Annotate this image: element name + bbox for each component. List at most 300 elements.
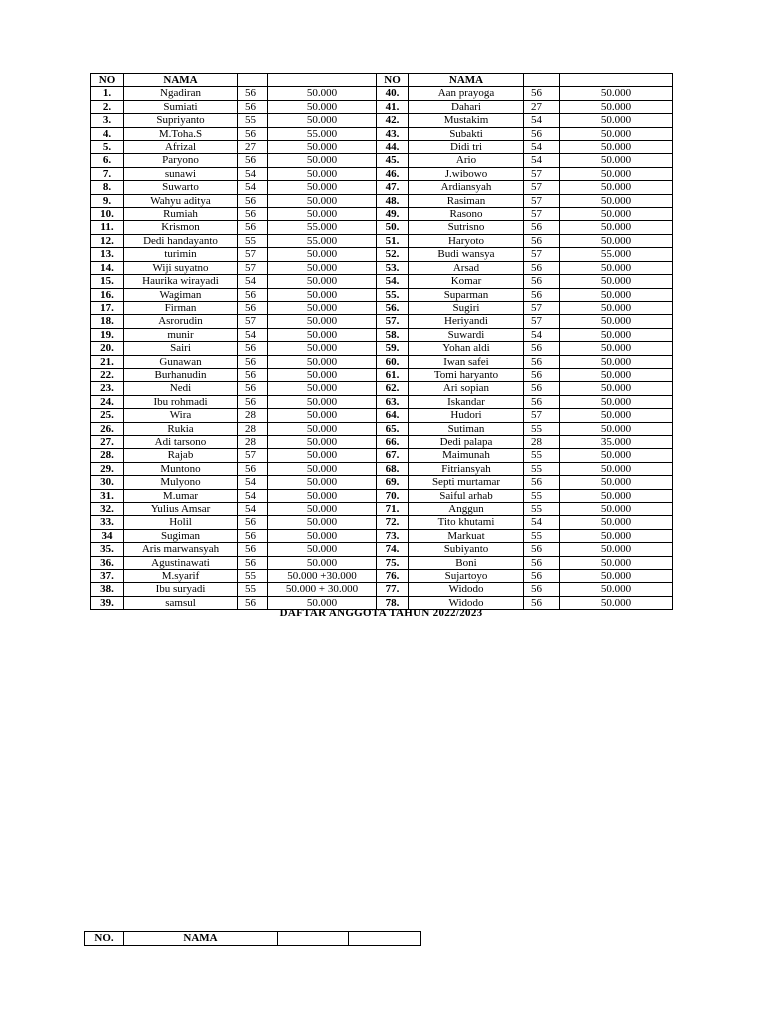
member-name: Rumiah	[124, 208, 238, 221]
member-name: Boni	[409, 556, 524, 569]
member-amount: 50.000	[560, 288, 673, 301]
member-amount: 50.000	[560, 275, 673, 288]
member-amount: 50.000	[268, 275, 377, 288]
member-age: 54	[238, 489, 268, 502]
member-amount: 50.000	[268, 181, 377, 194]
row-number: 2.	[91, 100, 124, 113]
member-name: Paryono	[124, 154, 238, 167]
row-number: 37.	[91, 570, 124, 583]
member-amount: 50.000	[560, 449, 673, 462]
table-row	[91, 503, 673, 516]
row-number: 61.	[377, 368, 409, 381]
member-name: Tito khutami	[409, 516, 524, 529]
row-number: 15.	[91, 275, 124, 288]
row-number: 77.	[377, 583, 409, 596]
member-age: 56	[524, 234, 560, 247]
member-amount: 50.000	[560, 422, 673, 435]
member-name: Asrorudin	[124, 315, 238, 328]
member-name: Septi murtamar	[409, 476, 524, 489]
table-row	[91, 127, 673, 140]
member-name: Subiyanto	[409, 543, 524, 556]
member-name: Nedi	[124, 382, 238, 395]
row-number: 40.	[377, 87, 409, 100]
table-row	[91, 489, 673, 502]
table-row	[91, 462, 673, 475]
member-name: Rasono	[409, 208, 524, 221]
member-name: Ario	[409, 154, 524, 167]
member-age: 56	[238, 154, 268, 167]
member-age: 54	[238, 181, 268, 194]
member-age: 55	[238, 234, 268, 247]
member-age: 54	[524, 114, 560, 127]
member-name: Ngadiran	[124, 87, 238, 100]
member-name: Sumiati	[124, 100, 238, 113]
row-number: 8.	[91, 181, 124, 194]
member-age: 55	[524, 529, 560, 542]
member-name: M.umar	[124, 489, 238, 502]
row-number: 72.	[377, 516, 409, 529]
member-amount: 50.000	[268, 449, 377, 462]
member-name: Yohan aldi	[409, 342, 524, 355]
member-amount: 50.000	[560, 167, 673, 180]
member-name: Wira	[124, 409, 238, 422]
row-number: 22.	[91, 368, 124, 381]
header-blank-3	[524, 74, 560, 87]
member-name: Sutiman	[409, 422, 524, 435]
row-number: 43.	[377, 127, 409, 140]
row-number: 46.	[377, 167, 409, 180]
member-name: Burhanudin	[124, 368, 238, 381]
member-age: 57	[238, 315, 268, 328]
table-row	[91, 476, 673, 489]
member-amount: 50.000	[268, 315, 377, 328]
member-age: 55	[238, 583, 268, 596]
member-age: 55	[524, 503, 560, 516]
row-number: 9.	[91, 194, 124, 207]
row-number: 13.	[91, 248, 124, 261]
row-number: 17.	[91, 301, 124, 314]
row-number: 49.	[377, 208, 409, 221]
row-number: 52.	[377, 248, 409, 261]
member-amount: 50.000	[268, 141, 377, 154]
row-number: 54.	[377, 275, 409, 288]
member-age: 56	[524, 261, 560, 274]
table-row	[91, 221, 673, 234]
row-number: 59.	[377, 342, 409, 355]
row-number: 19.	[91, 328, 124, 341]
row-number: 38.	[91, 583, 124, 596]
member-age: 56	[524, 583, 560, 596]
member-name: Suwardi	[409, 328, 524, 341]
table-row	[91, 409, 673, 422]
table-row	[91, 342, 673, 355]
member-age: 55	[524, 489, 560, 502]
row-number: 71.	[377, 503, 409, 516]
member-amount: 50.000	[560, 261, 673, 274]
member-age: 56	[524, 570, 560, 583]
member-name: Rajab	[124, 449, 238, 462]
member-amount: 50.000	[268, 489, 377, 502]
member-amount: 50.000	[560, 489, 673, 502]
member-amount: 55.000	[560, 248, 673, 261]
member-amount: 50.000	[268, 248, 377, 261]
member-amount: 50.000	[268, 301, 377, 314]
member-name: Iwan safei	[409, 355, 524, 368]
table-row	[91, 141, 673, 154]
member-age: 28	[524, 435, 560, 448]
member-name: Arsad	[409, 261, 524, 274]
row-number: 36.	[91, 556, 124, 569]
member-name: Sugiri	[409, 301, 524, 314]
member-name: Wiji suyatno	[124, 261, 238, 274]
member-age: 28	[238, 422, 268, 435]
member-amount: 50.000	[560, 315, 673, 328]
member-amount: 50.000	[268, 194, 377, 207]
member-amount: 50.000	[560, 382, 673, 395]
small-table-header-row	[85, 932, 421, 946]
row-number: 6.	[91, 154, 124, 167]
row-number: 66.	[377, 435, 409, 448]
member-amount: 50.000	[560, 395, 673, 408]
member-name: Komar	[409, 275, 524, 288]
member-age: 28	[238, 435, 268, 448]
table-row	[91, 181, 673, 194]
member-age: 56	[524, 288, 560, 301]
row-number: 34	[91, 529, 124, 542]
row-number: 39.	[91, 596, 124, 609]
row-number: 50.	[377, 221, 409, 234]
header-nama-left: NAMA	[124, 74, 238, 87]
member-name: Suwarto	[124, 181, 238, 194]
member-age: 56	[238, 100, 268, 113]
table-row	[91, 583, 673, 596]
member-name: Budi wansya	[409, 248, 524, 261]
row-number: 76.	[377, 570, 409, 583]
member-amount: 50.000	[560, 462, 673, 475]
table-row	[91, 154, 673, 167]
row-number: 3.	[91, 114, 124, 127]
row-number: 56.	[377, 301, 409, 314]
table-row	[91, 275, 673, 288]
header-blank-1	[238, 74, 268, 87]
member-age: 56	[238, 194, 268, 207]
member-amount: 50.000	[560, 570, 673, 583]
row-number: 29.	[91, 462, 124, 475]
member-amount: 50.000	[560, 583, 673, 596]
row-number: 20.	[91, 342, 124, 355]
member-amount: 50.000	[268, 208, 377, 221]
member-name: Ardiansyah	[409, 181, 524, 194]
member-name: Mulyono	[124, 476, 238, 489]
small-header-nama: NAMA	[124, 932, 278, 946]
table-row	[91, 234, 673, 247]
member-amount: 50.000	[560, 543, 673, 556]
member-amount: 50.000	[560, 181, 673, 194]
member-age: 56	[524, 476, 560, 489]
row-number: 57.	[377, 315, 409, 328]
member-age: 56	[238, 368, 268, 381]
member-age: 55	[524, 462, 560, 475]
member-name: J.wibowo	[409, 167, 524, 180]
member-amount: 50.000	[560, 503, 673, 516]
row-number: 62.	[377, 382, 409, 395]
member-age: 57	[524, 248, 560, 261]
member-amount: 50.000	[268, 100, 377, 113]
member-age: 56	[238, 596, 268, 609]
member-name: Hudori	[409, 409, 524, 422]
member-age: 54	[238, 503, 268, 516]
row-number: 4.	[91, 127, 124, 140]
member-age: 54	[524, 328, 560, 341]
table-row	[91, 194, 673, 207]
member-amount: 50.000	[560, 409, 673, 422]
header-no-left: NO	[91, 74, 124, 87]
row-number: 41.	[377, 100, 409, 113]
member-age: 56	[524, 596, 560, 609]
member-name: Wahyu aditya	[124, 194, 238, 207]
member-amount: 50.000	[560, 221, 673, 234]
member-age: 56	[238, 529, 268, 542]
member-name: Sutrisno	[409, 221, 524, 234]
row-number: 24.	[91, 395, 124, 408]
member-amount: 50.000	[268, 87, 377, 100]
member-amount: 50.000	[268, 368, 377, 381]
row-number: 75.	[377, 556, 409, 569]
row-number: 16.	[91, 288, 124, 301]
member-name: Afrizal	[124, 141, 238, 154]
member-age: 57	[524, 194, 560, 207]
member-amount: 50.000	[268, 288, 377, 301]
table-row	[91, 100, 673, 113]
row-number: 67.	[377, 449, 409, 462]
table-row	[91, 315, 673, 328]
row-number: 63.	[377, 395, 409, 408]
member-name: Rasiman	[409, 194, 524, 207]
row-number: 74.	[377, 543, 409, 556]
member-age: 54	[238, 167, 268, 180]
row-number: 31.	[91, 489, 124, 502]
member-name: Ibu rohmadi	[124, 395, 238, 408]
member-name: Ari sopian	[409, 382, 524, 395]
member-name: Rukia	[124, 422, 238, 435]
member-age: 56	[524, 355, 560, 368]
row-number: 18.	[91, 315, 124, 328]
row-number: 27.	[91, 435, 124, 448]
row-number: 10.	[91, 208, 124, 221]
member-name: Iskandar	[409, 395, 524, 408]
table-row	[91, 556, 673, 569]
member-age: 57	[524, 208, 560, 221]
table-row	[91, 382, 673, 395]
table-row	[91, 529, 673, 542]
member-age: 56	[238, 221, 268, 234]
member-age: 56	[238, 87, 268, 100]
table-row	[91, 301, 673, 314]
member-amount: 50.000	[560, 141, 673, 154]
member-name: Didi tri	[409, 141, 524, 154]
member-name: samsul	[124, 596, 238, 609]
member-name: Saiful arhab	[409, 489, 524, 502]
row-number: 5.	[91, 141, 124, 154]
row-number: 30.	[91, 476, 124, 489]
table-row	[91, 261, 673, 274]
member-name: M.syarif	[124, 570, 238, 583]
member-name: Fitriansyah	[409, 462, 524, 475]
row-number: 21.	[91, 355, 124, 368]
member-age: 56	[524, 382, 560, 395]
member-age: 27	[238, 141, 268, 154]
member-amount: 50.000	[560, 234, 673, 247]
member-amount: 50.000 +30.000	[268, 570, 377, 583]
member-name: Aris marwansyah	[124, 543, 238, 556]
member-name: Dedi handayanto	[124, 234, 238, 247]
row-number: 60.	[377, 355, 409, 368]
row-number: 25.	[91, 409, 124, 422]
row-number: 1.	[91, 87, 124, 100]
member-amount: 50.000	[560, 529, 673, 542]
row-number: 32.	[91, 503, 124, 516]
member-amount: 50.000	[268, 395, 377, 408]
member-name: Suparman	[409, 288, 524, 301]
header-nama-right: NAMA	[409, 74, 524, 87]
member-amount: 50.000	[560, 154, 673, 167]
member-name: Dedi palapa	[409, 435, 524, 448]
member-name: Aan prayoga	[409, 87, 524, 100]
member-name: Wagiman	[124, 288, 238, 301]
row-number: 73.	[377, 529, 409, 542]
member-amount: 50.000	[560, 476, 673, 489]
member-name: Anggun	[409, 503, 524, 516]
document-caption: DAFTAR ANGGOTA TAHUN 2022/2023	[279, 607, 483, 619]
member-name: Ibu suryadi	[124, 583, 238, 596]
header-blank-4	[560, 74, 673, 87]
member-name: Muntono	[124, 462, 238, 475]
row-number: 51.	[377, 234, 409, 247]
member-age: 28	[238, 409, 268, 422]
row-number: 47.	[377, 181, 409, 194]
row-number: 58.	[377, 328, 409, 341]
member-age: 57	[238, 248, 268, 261]
table-row	[91, 114, 673, 127]
member-age: 57	[524, 409, 560, 422]
table-row	[91, 435, 673, 448]
table-row	[91, 248, 673, 261]
member-age: 56	[238, 355, 268, 368]
member-amount: 55.000	[268, 234, 377, 247]
member-age: 57	[524, 181, 560, 194]
member-name: Subakti	[409, 127, 524, 140]
member-age: 56	[524, 395, 560, 408]
member-amount: 50.000	[560, 342, 673, 355]
table-row	[91, 208, 673, 221]
row-number: 78.	[377, 596, 409, 609]
member-amount: 50.000	[560, 596, 673, 609]
member-age: 54	[238, 476, 268, 489]
row-number: 53.	[377, 261, 409, 274]
member-amount: 50.000	[268, 422, 377, 435]
member-age: 54	[524, 516, 560, 529]
member-age: 55	[524, 449, 560, 462]
member-amount: 50.000	[268, 382, 377, 395]
member-table-body	[91, 87, 673, 610]
table-row	[91, 328, 673, 341]
member-age: 56	[238, 301, 268, 314]
row-number: 44.	[377, 141, 409, 154]
member-amount: 50.000	[560, 87, 673, 100]
member-name: turimin	[124, 248, 238, 261]
member-name: Gunawan	[124, 355, 238, 368]
member-age: 56	[238, 462, 268, 475]
member-age: 55	[524, 422, 560, 435]
member-table	[90, 73, 673, 610]
member-amount: 50.000	[268, 462, 377, 475]
member-amount: 50.000	[268, 154, 377, 167]
table-row	[91, 355, 673, 368]
member-age: 57	[524, 167, 560, 180]
member-amount: 50.000	[268, 355, 377, 368]
member-name: Adi tarsono	[124, 435, 238, 448]
row-number: 48.	[377, 194, 409, 207]
member-age: 56	[238, 342, 268, 355]
member-amount: 50.000	[560, 208, 673, 221]
member-name: Sujartoyo	[409, 570, 524, 583]
row-number: 11.	[91, 221, 124, 234]
member-age: 56	[524, 87, 560, 100]
member-amount: 50.000	[560, 301, 673, 314]
row-number: 45.	[377, 154, 409, 167]
member-amount: 50.000	[268, 516, 377, 529]
member-name: Krismon	[124, 221, 238, 234]
row-number: 28.	[91, 449, 124, 462]
small-header-table	[84, 931, 421, 946]
member-name: Holil	[124, 516, 238, 529]
member-age: 54	[238, 275, 268, 288]
member-age: 56	[524, 543, 560, 556]
row-number: 55.	[377, 288, 409, 301]
table-row	[91, 543, 673, 556]
member-name: M.Toha.S	[124, 127, 238, 140]
member-age: 54	[524, 141, 560, 154]
member-age: 56	[238, 127, 268, 140]
member-amount: 50.000	[560, 556, 673, 569]
table-row	[91, 449, 673, 462]
member-name: Widodo	[409, 596, 524, 609]
member-name: Haurika wirayadi	[124, 275, 238, 288]
member-age: 56	[238, 516, 268, 529]
member-name: Sairi	[124, 342, 238, 355]
row-number: 12.	[91, 234, 124, 247]
member-amount: 50.000	[560, 516, 673, 529]
member-amount: 50.000	[268, 503, 377, 516]
header-blank-2	[268, 74, 377, 87]
member-age: 56	[238, 382, 268, 395]
member-age: 56	[524, 275, 560, 288]
member-age: 57	[238, 449, 268, 462]
member-age: 56	[524, 127, 560, 140]
small-header-blank-2	[349, 932, 421, 946]
member-amount: 35.000	[560, 435, 673, 448]
member-name: Mustakim	[409, 114, 524, 127]
member-amount: 50.000	[268, 167, 377, 180]
member-name: Sugiman	[124, 529, 238, 542]
member-age: 55	[238, 114, 268, 127]
member-amount: 50.000	[268, 328, 377, 341]
member-age: 57	[524, 301, 560, 314]
table-row	[91, 87, 673, 100]
row-number: 7.	[91, 167, 124, 180]
member-amount: 50.000	[268, 556, 377, 569]
member-amount: 50.000	[268, 543, 377, 556]
